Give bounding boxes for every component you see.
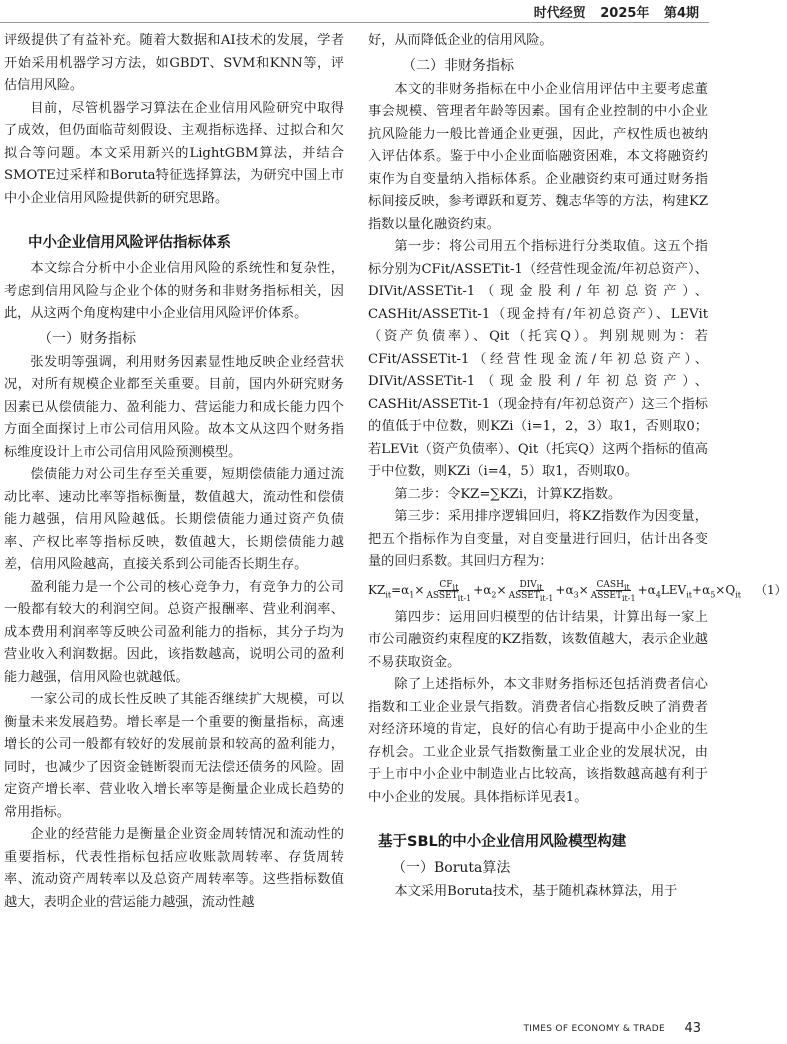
paragraph: 评级提供了有益补充。随着大数据和AI技术的发展，学者开始采用机器学习方法，如GBDT、SVM和KNN等，评估信用风险。 <box>4 33 344 93</box>
paragraph: 张发明等强调，利用财务因素显性地反映企业经营状况，对所有规模企业都至关重要。目前，国内外研究财务因素已从偿债能力、盈利能力、营运能力和成长能力四个方面全面探讨上市公司信用风险。故本文从这四个财务指标维度设计上市公司信用风险预测模型。 <box>4 354 344 460</box>
paragraph: 盈利能力是一个公司的核心竞争力，有竞争力的公司一般都有较大的利润空间。总资产报酬率、营业利润率、成本费用利润率等反映公司盈利能力的指标，其分子均为营业收入利润数据。因此，该指数越高，说明公司的盈利能力越强，信用风险也就越低。 <box>4 579 344 685</box>
paragraph: 第三步：采用排序逻辑回归，将KZ指数作为因变量，把五个指标作为自变量，对自变量进行回归，估计出各变量的回归系数。其回归方程为： <box>368 509 708 569</box>
page-number: 43 <box>684 1021 701 1036</box>
paragraph: 一家公司的成长性反映了其能否继续扩大规模，可以衡量未来发展趋势。增长率是一个重要的衡量指标，高速增长的公司一般都有较好的发展前景和较高的盈利能力，同时，也减少了因资金链断裂而无法偿还债务的风险。固定资产增长率、营业收入增长率等是衡量企业成长趋势的常用指标。 <box>4 692 344 820</box>
footer-journal-name: TIMES OF ECONOMY & TRADE <box>523 1024 665 1034</box>
paragraph: 本文的非财务指标在中小企业信用评估中主要考虑董事会规模、管理者年龄等因素。国有企业控制的中小企业抗风险能力一般比普通企业更强，因此，产权性质也被纳入评估体系。鉴于中小企业面临融资困难，本文将融资约束作为自变量纳入指标体系。企业融资约束可通过财务指标间接反映，参考谭跃和夏芳、魏志华等的方法，构建KZ指数以量化融资约束。 <box>368 81 708 232</box>
paragraph: 企业的经营能力是衡量企业资金周转情况和流动性的重要指标，代表性指标包括应收账款周转率、存货周转率、流动资产周转率以及总资产周转率等。这些指标数值越大，表明企业的营运能力越强，流动性越 <box>4 827 344 910</box>
subsection-heading: （一）Boruta算法 <box>392 860 511 876</box>
journal-year: 2025年 <box>600 6 650 21</box>
paragraph: 第二步：令KZ=∑KZi，计算KZ指数。 <box>394 486 622 502</box>
subsection-heading: （二）非财务指标 <box>402 57 514 74</box>
paragraph: 目前，尽管机器学习算法在企业信用风险研究中取得了成效，但仍面临苛刻假设、主观指标选择、过拟合和欠拟合等问题。本文采用新兴的LightGBM算法，并结合SMOTE过采样和Boruta特征选择算法，为研究中国上市中小企业信用风险提供新的研究思路。 <box>4 100 344 206</box>
regression-equation: $KZ_{it}=\alpha_1\times$ $\frac{CF_{it}}{ASSET_{it-1}}$ $+\alpha_2\times$ $\frac{DIV_{it}}{ASSET_{it-1}}$ $+\alpha_3\times$ $\frac{CASH_{it}}{ASSET_{it-1}}$ $+\alpha_4LEV_{it}+\alpha_5\times Q_{it}$ （1） <box>368 579 787 603</box>
paragraph: 除了上述指标外，本文非财务指标还包括消费者信心指数和工业企业景气指数。消费者信心指数反映了消费者对经济环境的肯定，良好的信心有助于提高中小企业的生存机会。工业企业景气指数衡量工业企业的发展状况，由于上市中小企业中制造业占比较高，该指数越高越有利于中小企业的发展。具体指标详见表1。 <box>368 677 708 805</box>
journal-name: 时代经贸 <box>533 6 586 21</box>
section-heading: 基于SBL的中小企业信用风险模型构建 <box>378 834 627 850</box>
subsection-heading: （一）财务指标 <box>38 330 136 347</box>
paragraph: 本文综合分析中小企业信用风险的系统性和复杂性，考虑到信用风险与企业个体的财务和非财务指标相关，因此，从这两个角度构建中小企业信用风险评价体系。 <box>4 261 344 321</box>
equation-number: （1） <box>754 583 787 597</box>
page-header <box>0 0 709 23</box>
left-column <box>4 30 344 914</box>
paragraph: 第一步：将公司用五个指标进行分类取值。这五个指标分别为CFit/ASSETit-1（经营性现金流/年初总资产）、DIVit/ASSETit-1（现金股利/年初总资产）、CASHit/ASSETit-1（现金持有/年初总资产）、LEVit（资产负债率）、Qit（托宾Q）。判别规则为：若CFit/ASSETit-1（经营性现金流/年初总资产）、DIVit/ASSETit-1（现金股利/年初总资产）、CASHit/ASSETit-1（现金持有/年初总资产）这三个指标的值低于中位数，则KZi（i=1，2，3）取1，否则取0；若LEVit（资产负债率）、Qit（托宾Q）这两个指标的值高于中位数，则KZi（i=4，5）取1，否则取0。 <box>368 239 708 479</box>
journal-issue: 第4期 <box>663 6 699 21</box>
paragraph: 偿债能力对公司生存至关重要，短期偿债能力通过流动比率、速动比率等指标衡量，数值越大，流动性和偿债能力越强，信用风险越低。长期偿债能力通过资产负债率、产权比率等指标反映，数值越大，长期偿债能力越差，信用风险越高，直接关系到公司能否长期生存。 <box>4 467 344 572</box>
section-heading: 中小企业信用风险评估指标体系 <box>28 235 231 251</box>
right-column <box>368 30 787 904</box>
paragraph: 本文采用Boruta技术，基于随机森林算法，用于 <box>394 884 678 899</box>
paragraph: 第四步：运用回归模型的估计结果，计算出每一家上市公司融资约束程度的KZ指数，该数值越大，表示企业越不易获取资金。 <box>368 609 708 670</box>
paragraph: 好，从而降低企业的信用风险。 <box>368 33 553 48</box>
header-info <box>524 2 699 21</box>
